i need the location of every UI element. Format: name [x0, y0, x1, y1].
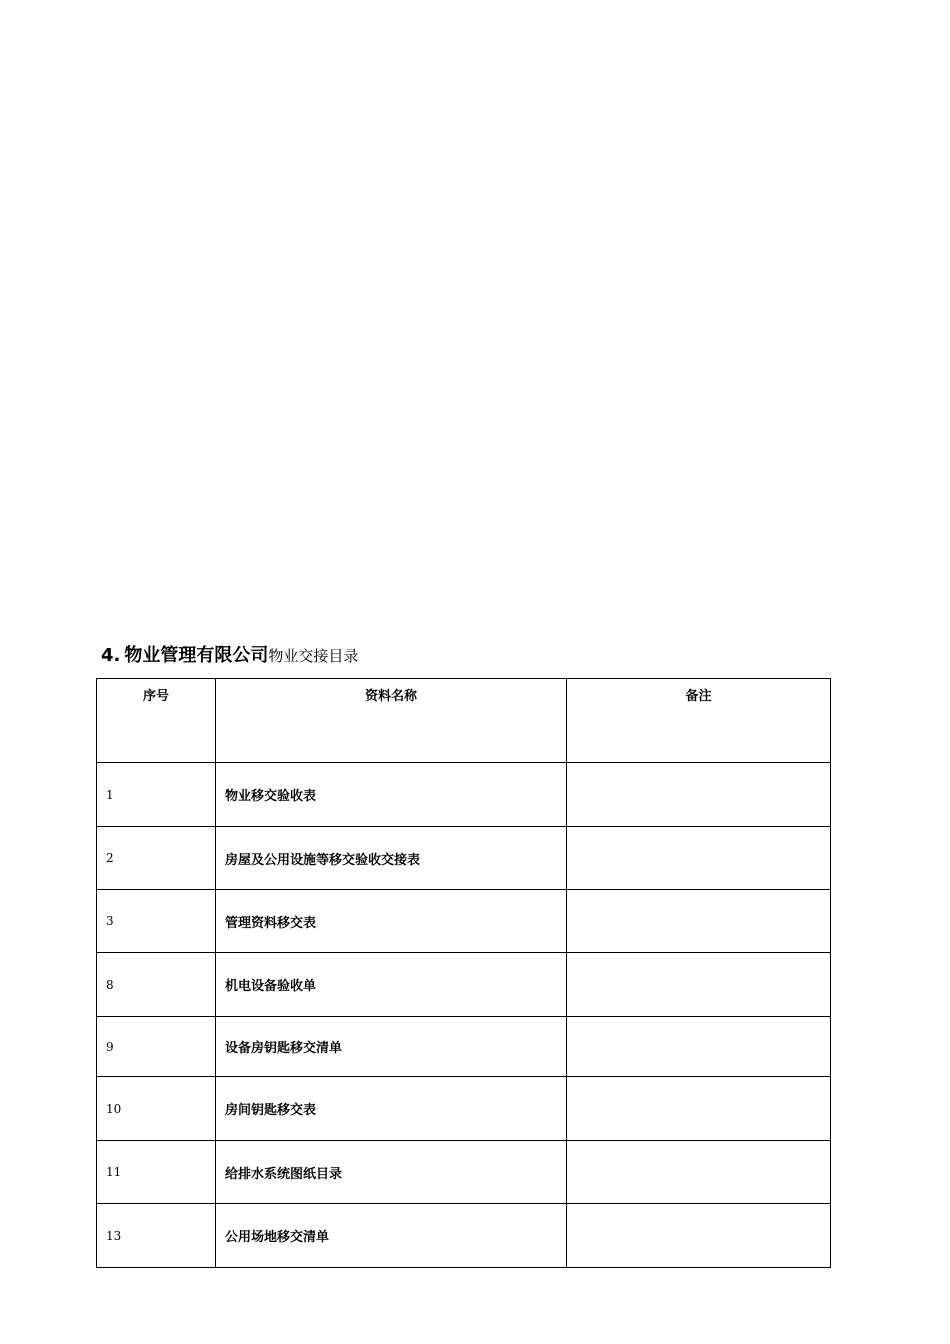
row-note-cell — [567, 1141, 831, 1204]
row-seq-cell: 13 — [97, 1204, 216, 1268]
row-name-cell: 公用场地移交清单 — [216, 1204, 567, 1268]
row-note-cell — [567, 827, 831, 890]
table-row — [97, 1141, 831, 1204]
row-note-cell — [567, 1077, 831, 1141]
row-seq-cell: 1 — [97, 763, 216, 827]
row-seq-cell: 11 — [97, 1141, 216, 1204]
row-note-cell — [567, 1204, 831, 1268]
heading-company-name: 物业管理有限公司 — [124, 645, 269, 666]
row-name-cell: 管理资料移交表 — [216, 890, 567, 953]
column-header-note: 备注 — [567, 679, 831, 763]
heading-title-suffix: 物业交接目录 — [268, 647, 359, 665]
row-note-cell — [567, 890, 831, 953]
column-header-name: 资料名称 — [216, 679, 567, 763]
row-name-cell: 给排水系统图纸目录 — [216, 1141, 567, 1204]
row-seq-cell: 8 — [97, 953, 216, 1017]
table-row — [97, 1204, 831, 1268]
column-header-seq: 序号 — [97, 679, 216, 763]
table-row — [97, 953, 831, 1017]
row-seq-cell: 10 — [97, 1077, 216, 1141]
row-seq-cell: 2 — [97, 827, 216, 890]
row-name-cell: 物业移交验收表 — [216, 763, 567, 827]
row-name-cell: 设备房钥匙移交清单 — [216, 1017, 567, 1077]
table-row — [97, 1077, 831, 1141]
row-name-cell: 房间钥匙移交表 — [216, 1077, 567, 1141]
table-row — [97, 763, 831, 827]
document-heading — [101, 643, 358, 669]
table-row — [97, 1017, 831, 1077]
row-note-cell — [567, 953, 831, 1017]
heading-number: 4. — [101, 645, 121, 666]
row-seq-cell: 9 — [97, 1017, 216, 1077]
row-note-cell — [567, 1017, 831, 1077]
table-row — [97, 890, 831, 953]
row-name-cell: 房屋及公用设施等移交验收交接表 — [216, 827, 567, 890]
row-name-cell: 机电设备验收单 — [216, 953, 567, 1017]
handover-catalog-table — [96, 678, 831, 1268]
table-row — [97, 827, 831, 890]
row-seq-cell: 3 — [97, 890, 216, 953]
table-header-row — [97, 679, 831, 763]
row-note-cell — [567, 763, 831, 827]
